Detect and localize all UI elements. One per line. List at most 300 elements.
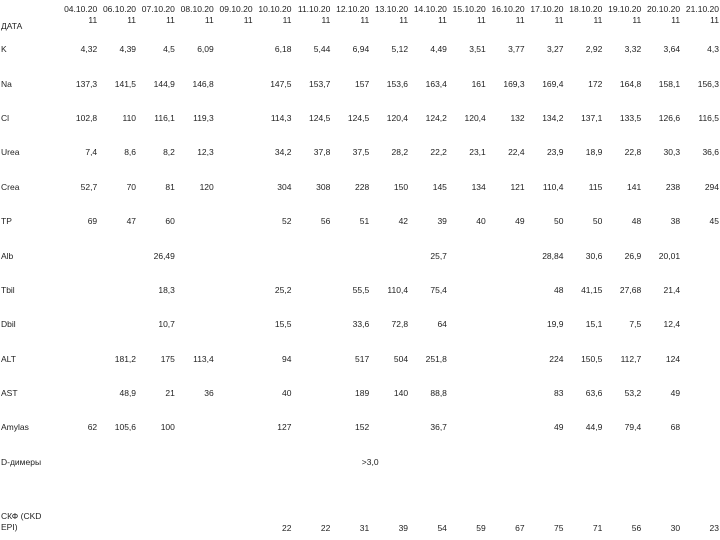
date-header-bottom: 11 bbox=[88, 15, 98, 25]
date-column-header bbox=[137, 4, 176, 32]
table-cell bbox=[681, 410, 720, 444]
table-row bbox=[0, 342, 720, 376]
table-cell: 28,2 bbox=[391, 147, 409, 158]
table-cell: 10,7 bbox=[158, 319, 175, 330]
table-cell: 116,5 bbox=[698, 112, 719, 123]
row-label: Dbil bbox=[1, 319, 16, 330]
date-column-header bbox=[603, 4, 642, 32]
table-cell bbox=[215, 32, 254, 66]
date-header-top: 12.10.20 bbox=[336, 4, 370, 14]
table-cell: 22,2 bbox=[430, 147, 447, 158]
table-cell: 157 bbox=[355, 78, 370, 89]
table-cell: 141 bbox=[627, 181, 642, 192]
row-label: Amylas bbox=[1, 422, 29, 433]
table-cell: 3,64 bbox=[663, 44, 681, 55]
table-cell: 140 bbox=[393, 388, 409, 399]
table-cell: 48 bbox=[554, 284, 564, 295]
table-cell: 49 bbox=[670, 388, 681, 399]
table-cell bbox=[448, 273, 487, 307]
table-cell: 102,8 bbox=[75, 112, 98, 123]
table-cell: 67 bbox=[515, 523, 525, 534]
table-cell: 150 bbox=[393, 181, 409, 192]
table-cell: 36 bbox=[204, 388, 214, 399]
table-cell: 121 bbox=[510, 181, 525, 192]
table-cell: 34,2 bbox=[274, 147, 292, 158]
date-header-top: 14.10.20 bbox=[413, 4, 447, 14]
table-cell: 75 bbox=[554, 523, 564, 534]
table-cell bbox=[487, 307, 526, 341]
lab-results-table bbox=[0, 4, 720, 534]
table-cell: 71 bbox=[592, 523, 603, 534]
table-cell bbox=[215, 170, 254, 204]
table-body bbox=[0, 32, 720, 534]
table-cell: 23 bbox=[709, 523, 719, 534]
table-cell bbox=[98, 479, 137, 534]
table-row bbox=[0, 66, 720, 100]
table-cell bbox=[215, 135, 254, 169]
table-cell: 36,7 bbox=[430, 422, 447, 433]
table-cell: 164,8 bbox=[619, 78, 642, 89]
row-label: Crea bbox=[1, 181, 20, 192]
table-cell bbox=[370, 238, 409, 272]
table-row bbox=[0, 135, 720, 169]
table-cell: 4,39 bbox=[119, 44, 137, 55]
table-cell: 4,49 bbox=[430, 44, 447, 55]
table-cell bbox=[215, 273, 254, 307]
table-cell bbox=[215, 66, 254, 100]
table-cell: 60 bbox=[165, 216, 175, 227]
table-cell: 70 bbox=[126, 181, 137, 192]
table-cell: 22,8 bbox=[624, 147, 642, 158]
table-cell: 4,3 bbox=[707, 44, 719, 55]
table-cell: 8,2 bbox=[163, 147, 175, 158]
date-header-top: 04.10.20 bbox=[64, 4, 98, 14]
table-cell: 137,3 bbox=[75, 78, 98, 89]
date-column-header bbox=[526, 4, 565, 32]
table-cell: 81 bbox=[165, 181, 175, 192]
row-label: AST bbox=[1, 388, 18, 399]
table-cell: 21 bbox=[165, 388, 175, 399]
table-cell: 30,3 bbox=[663, 147, 681, 158]
table-row bbox=[0, 273, 720, 307]
table-cell: 44,9 bbox=[585, 422, 603, 433]
table-cell: 3,77 bbox=[508, 44, 525, 55]
table-cell: 18,3 bbox=[158, 284, 175, 295]
table-cell: 63,6 bbox=[585, 388, 603, 399]
table-cell: 132 bbox=[510, 112, 525, 123]
table-cell bbox=[215, 101, 254, 135]
table-cell: 30,6 bbox=[585, 250, 603, 261]
table-cell bbox=[215, 410, 254, 444]
table-cell: 26,49 bbox=[153, 250, 175, 261]
table-cell: 38 bbox=[670, 216, 681, 227]
row-label: СКФ (CKD EPI) bbox=[1, 511, 42, 533]
table-cell: 8,6 bbox=[124, 147, 137, 158]
table-cell: 116,1 bbox=[154, 112, 175, 123]
table-cell: 152 bbox=[355, 422, 370, 433]
table-cell: 114,3 bbox=[270, 112, 292, 123]
table-cell: 119,3 bbox=[193, 112, 214, 123]
table-cell: 75,4 bbox=[430, 284, 447, 295]
date-header-bottom: 11 bbox=[476, 15, 486, 25]
table-cell: 6,18 bbox=[274, 44, 292, 55]
table-cell: 163,4 bbox=[425, 78, 447, 89]
table-cell: 517 bbox=[355, 353, 370, 364]
row-label: Cl bbox=[1, 112, 10, 123]
table-cell: 19,9 bbox=[546, 319, 564, 330]
table-cell: 110,4 bbox=[387, 284, 409, 295]
table-cell bbox=[448, 342, 487, 376]
table-cell: 158,1 bbox=[658, 78, 681, 89]
table-row bbox=[0, 101, 720, 135]
table-cell bbox=[215, 479, 254, 534]
date-header-label: ДАТА bbox=[1, 21, 23, 31]
table-cell bbox=[448, 376, 487, 410]
table-cell: 39 bbox=[398, 523, 409, 534]
table-cell: 124 bbox=[665, 353, 681, 364]
date-header-top: 15.10.20 bbox=[452, 4, 486, 14]
table-cell bbox=[448, 307, 487, 341]
table-cell bbox=[176, 238, 215, 272]
table-cell: 20,01 bbox=[658, 250, 681, 261]
table-cell bbox=[59, 307, 98, 341]
table-cell: 27,68 bbox=[619, 284, 642, 295]
table-cell: 52,7 bbox=[80, 181, 98, 192]
table-cell: 504 bbox=[393, 353, 409, 364]
table-cell: 36,6 bbox=[702, 147, 719, 158]
table-row bbox=[0, 445, 720, 479]
table-cell: 308 bbox=[316, 181, 331, 192]
table-cell bbox=[215, 342, 254, 376]
table-cell: 169,3 bbox=[503, 78, 525, 89]
table-cell: 94 bbox=[282, 353, 292, 364]
date-column-header bbox=[487, 4, 526, 32]
date-column-header bbox=[215, 4, 254, 32]
table-cell: 41,15 bbox=[581, 284, 603, 295]
date-column-header bbox=[642, 4, 681, 32]
table-cell: 150,5 bbox=[581, 353, 603, 364]
table-cell: 156,3 bbox=[697, 78, 719, 89]
table-cell bbox=[176, 307, 215, 341]
table-cell: 22 bbox=[282, 523, 292, 534]
table-cell bbox=[487, 376, 526, 410]
date-header-top: 17.10.20 bbox=[530, 4, 564, 14]
table-row bbox=[0, 479, 720, 534]
table-cell: 105,6 bbox=[114, 422, 137, 433]
table-cell bbox=[98, 273, 137, 307]
table-cell: 133,5 bbox=[619, 112, 642, 123]
date-column-header bbox=[564, 4, 603, 32]
table-cell: 169,4 bbox=[542, 78, 564, 89]
table-cell bbox=[176, 410, 215, 444]
table-cell: 79,4 bbox=[624, 422, 642, 433]
table-cell: 53,2 bbox=[624, 388, 642, 399]
table-cell bbox=[59, 273, 98, 307]
table-row bbox=[0, 410, 720, 444]
table-cell bbox=[215, 238, 254, 272]
table-row bbox=[0, 307, 720, 341]
table-cell: 4,5 bbox=[163, 44, 175, 55]
table-cell: 6,94 bbox=[352, 44, 370, 55]
table-cell bbox=[176, 204, 215, 238]
table-cell: 48 bbox=[631, 216, 642, 227]
table-cell bbox=[681, 238, 720, 272]
table-cell bbox=[292, 410, 331, 444]
table-cell: 40 bbox=[282, 388, 292, 399]
table-cell: 22 bbox=[320, 523, 331, 534]
table-cell: 54 bbox=[437, 523, 447, 534]
table-cell: 294 bbox=[704, 181, 719, 192]
date-header-bottom: 11 bbox=[593, 15, 603, 25]
date-column-header bbox=[254, 4, 293, 32]
table-cell: 31 bbox=[359, 523, 370, 534]
table-cell: 110,4 bbox=[542, 181, 564, 192]
date-header-bottom: 11 bbox=[515, 15, 525, 25]
date-header-top: 10.10.20 bbox=[258, 4, 292, 14]
table-cell: 5,12 bbox=[391, 44, 409, 55]
table-cell: 23,1 bbox=[469, 147, 486, 158]
date-column-header bbox=[59, 4, 98, 32]
table-cell bbox=[98, 307, 137, 341]
date-column-header bbox=[292, 4, 331, 32]
table-cell: 120,4 bbox=[386, 112, 409, 123]
date-header-top: 09.10.20 bbox=[219, 4, 253, 14]
table-cell: 48,9 bbox=[119, 388, 137, 399]
table-cell: 124,5 bbox=[309, 112, 331, 123]
table-cell: 56 bbox=[320, 216, 331, 227]
table-row bbox=[0, 170, 720, 204]
table-cell: 25,2 bbox=[274, 284, 292, 295]
row-label: D-димеры bbox=[1, 456, 42, 467]
table-cell bbox=[681, 307, 720, 341]
table-cell: 72,8 bbox=[391, 319, 409, 330]
table-cell: 126,6 bbox=[658, 112, 681, 123]
table-cell: 228 bbox=[355, 181, 370, 192]
table-cell: 56 bbox=[631, 523, 642, 534]
table-cell: 6,09 bbox=[197, 44, 214, 55]
table-row bbox=[0, 238, 720, 272]
date-header-bottom: 11 bbox=[282, 15, 292, 25]
table-cell: 33,6 bbox=[352, 319, 370, 330]
table-cell bbox=[292, 307, 331, 341]
table-cell bbox=[98, 238, 137, 272]
table-cell: 83 bbox=[554, 388, 564, 399]
table-cell: 30 bbox=[670, 523, 681, 534]
header-row bbox=[0, 4, 720, 32]
table-cell: 172 bbox=[588, 78, 603, 89]
table-cell: 45 bbox=[709, 216, 719, 227]
table-cell bbox=[448, 410, 487, 444]
table-cell bbox=[487, 273, 526, 307]
table-cell: 62 bbox=[87, 422, 98, 433]
table-cell: 224 bbox=[549, 353, 564, 364]
table-cell bbox=[331, 238, 370, 272]
table-cell bbox=[59, 376, 98, 410]
date-header-top: 06.10.20 bbox=[102, 4, 137, 14]
table-cell: 181,2 bbox=[114, 353, 137, 364]
table-cell bbox=[137, 479, 176, 534]
table-cell bbox=[176, 273, 215, 307]
table-cell: 51 bbox=[359, 216, 370, 227]
table-cell: 28,84 bbox=[542, 250, 564, 261]
table-row bbox=[0, 376, 720, 410]
table-cell: 141,5 bbox=[114, 78, 137, 89]
table-cell: 144,9 bbox=[153, 78, 175, 89]
table-cell: 49 bbox=[554, 422, 564, 433]
table-cell: 5,44 bbox=[313, 44, 331, 55]
table-cell: 15,1 bbox=[585, 319, 603, 330]
date-header-top: 20.10.20 bbox=[646, 4, 681, 14]
date-column-header bbox=[370, 4, 409, 32]
table-cell: 37,8 bbox=[313, 147, 331, 158]
table-cell: 55,5 bbox=[352, 284, 370, 295]
table-cell: 23,9 bbox=[546, 147, 564, 158]
date-header-bottom: 11 bbox=[554, 15, 564, 25]
date-header-bottom: 11 bbox=[710, 15, 719, 25]
table-row bbox=[0, 204, 720, 238]
table-cell: 147,5 bbox=[270, 78, 292, 89]
row-label: Urea bbox=[1, 147, 20, 158]
table-cell: 25,7 bbox=[430, 250, 447, 261]
table-cell: 120,4 bbox=[464, 112, 486, 123]
table-cell: 47 bbox=[126, 216, 137, 227]
table-cell: 3,27 bbox=[546, 44, 564, 55]
date-header-top: 13.10.20 bbox=[374, 4, 409, 14]
table-cell: 37,5 bbox=[352, 147, 370, 158]
date-header-bottom: 11 bbox=[671, 15, 681, 25]
table-cell: 22,4 bbox=[508, 147, 525, 158]
table-cell bbox=[292, 273, 331, 307]
table-cell: 50 bbox=[554, 216, 564, 227]
table-cell: 145 bbox=[432, 181, 447, 192]
table-cell: 134 bbox=[471, 181, 486, 192]
table-cell: 68 bbox=[670, 422, 681, 433]
table-cell: 64 bbox=[437, 319, 447, 330]
table-cell: 88,8 bbox=[430, 388, 447, 399]
table-cell: 115 bbox=[588, 181, 603, 192]
table-cell: 113,4 bbox=[193, 353, 214, 364]
date-column-header bbox=[176, 4, 215, 32]
date-header-bottom: 11 bbox=[360, 15, 370, 25]
row-label: Alb bbox=[1, 250, 14, 261]
table-cell bbox=[681, 273, 720, 307]
table-cell: 18,9 bbox=[585, 147, 603, 158]
table-cell: 59 bbox=[476, 523, 486, 534]
table-cell: 175 bbox=[160, 353, 175, 364]
table-cell bbox=[59, 479, 98, 534]
date-column-header bbox=[98, 4, 137, 32]
row-label: Na bbox=[1, 78, 12, 89]
table-cell: 100 bbox=[160, 422, 175, 433]
date-header-top: 21.10.20 bbox=[685, 4, 719, 14]
table-cell bbox=[215, 204, 254, 238]
table-cell: 42 bbox=[398, 216, 409, 227]
table-cell: 39 bbox=[437, 216, 447, 227]
table-cell: 2,92 bbox=[585, 44, 603, 55]
table-cell: 304 bbox=[277, 181, 292, 192]
table-cell: 153,6 bbox=[386, 78, 409, 89]
table-cell: >3,0 bbox=[361, 456, 379, 467]
table-cell: 124,2 bbox=[425, 112, 447, 123]
table-cell bbox=[59, 342, 98, 376]
table-cell: 153,7 bbox=[309, 78, 331, 89]
table-cell bbox=[681, 376, 720, 410]
table-cell: 21,4 bbox=[663, 284, 681, 295]
table-cell: 120 bbox=[199, 181, 214, 192]
table-cell bbox=[292, 342, 331, 376]
table-cell: 49 bbox=[515, 216, 525, 227]
table-cell: 40 bbox=[476, 216, 486, 227]
row-label: K bbox=[1, 44, 7, 55]
table-cell: 3,51 bbox=[469, 44, 486, 55]
table-cell bbox=[59, 238, 98, 272]
table-cell: 238 bbox=[665, 181, 681, 192]
table-cell: 251,8 bbox=[425, 353, 447, 364]
date-header-bottom: 11 bbox=[399, 15, 409, 25]
date-header-top: 18.10.20 bbox=[569, 4, 603, 14]
date-header-top: 16.10.20 bbox=[491, 4, 525, 14]
table-cell bbox=[487, 342, 526, 376]
table-cell: 12,4 bbox=[663, 319, 681, 330]
date-header-top: 11.10.20 bbox=[297, 4, 331, 14]
table-cell: 189 bbox=[355, 388, 370, 399]
date-header-top: 19.10.20 bbox=[608, 4, 642, 14]
table-cell: 4,32 bbox=[80, 44, 98, 55]
table-cell: 112,7 bbox=[620, 353, 642, 364]
table-cell: 7,5 bbox=[629, 319, 642, 330]
table-cell bbox=[448, 238, 487, 272]
date-column-header bbox=[331, 4, 370, 32]
table-cell bbox=[487, 410, 526, 444]
table-row bbox=[0, 32, 720, 66]
table-cell: 50 bbox=[592, 216, 603, 227]
table-cell: 52 bbox=[282, 216, 292, 227]
table-cell: 3,32 bbox=[624, 44, 642, 55]
table-cell: 146,8 bbox=[192, 78, 214, 89]
date-header-bottom: 11 bbox=[632, 15, 642, 25]
date-column-header bbox=[681, 4, 720, 32]
table-cell: 127 bbox=[277, 422, 292, 433]
table-cell bbox=[681, 342, 720, 376]
table-cell bbox=[292, 376, 331, 410]
table-cell: 12,3 bbox=[197, 147, 214, 158]
row-label: Tbil bbox=[1, 284, 15, 295]
table-cell: 69 bbox=[87, 216, 98, 227]
row-label: TP bbox=[1, 216, 12, 227]
table-cell bbox=[215, 307, 254, 341]
date-header-bottom: 11 bbox=[243, 15, 253, 25]
date-header-top: 08.10.20 bbox=[180, 4, 214, 14]
date-header-bottom: 11 bbox=[166, 15, 175, 25]
date-header-bottom: 11 bbox=[438, 15, 447, 25]
row-label: ALT bbox=[1, 353, 16, 364]
table-cell bbox=[215, 376, 254, 410]
table-cell: 26,9 bbox=[624, 250, 642, 261]
table-cell bbox=[254, 238, 293, 272]
date-header-bottom: 11 bbox=[321, 15, 331, 25]
table-cell: 110 bbox=[122, 112, 137, 123]
date-header-bottom: 11 bbox=[204, 15, 214, 25]
table-cell: 137,1 bbox=[581, 112, 603, 123]
table-cell: 7,4 bbox=[85, 147, 98, 158]
table-cell: 134,2 bbox=[542, 112, 564, 123]
date-header-bottom: 11 bbox=[127, 15, 137, 25]
date-column-header bbox=[409, 4, 448, 32]
table-cell bbox=[176, 479, 215, 534]
table-cell: 124,5 bbox=[347, 112, 370, 123]
date-column-header bbox=[448, 4, 487, 32]
table-cell bbox=[370, 410, 409, 444]
